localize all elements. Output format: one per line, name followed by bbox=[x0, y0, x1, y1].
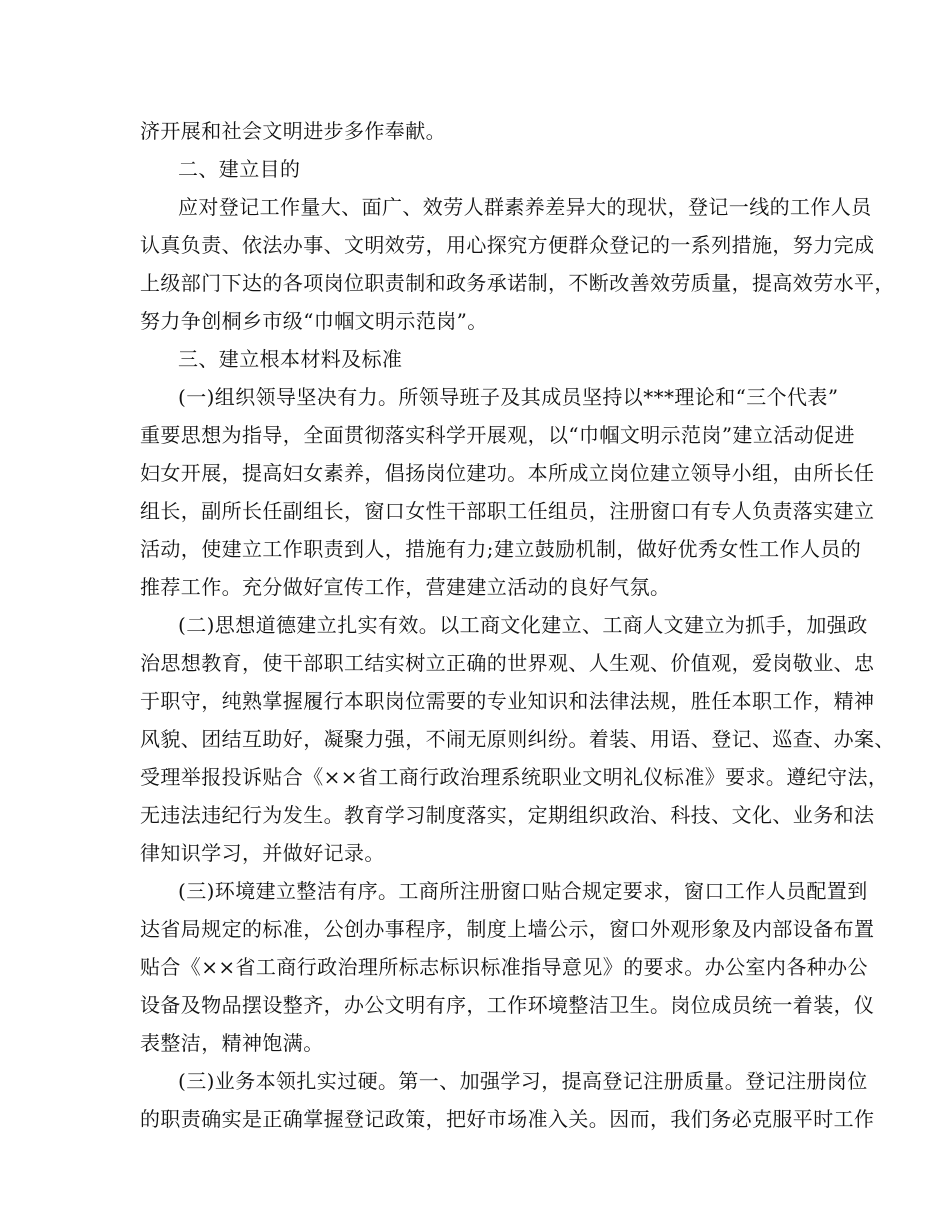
text-line: (三)环境建立整洁有序。工商所注册窗口贴合规定要求，窗口工作人员配置到 bbox=[178, 879, 868, 903]
text-line: 达省局规定的标准，公创办事程序，制度上墙公示，窗口外观形象及内部设备布置 bbox=[140, 917, 875, 941]
text-line: 应对登记工作量大、面广、效劳人群素养差异大的现状，登记一线的工作人员 bbox=[178, 195, 872, 219]
section-heading: 三、建立根本材料及标准 bbox=[178, 347, 403, 371]
text-line: 表整洁，精神饱满。 bbox=[140, 1031, 324, 1055]
text-line: (二)思想道德建立扎实有效。以工商文化建立、工商人文建立为抓手，加强政 bbox=[178, 613, 868, 637]
text-line: 律知识学习，并做好记录。 bbox=[140, 841, 385, 865]
text-line: (一)组织领导坚决有力。所领导班子及其成员坚持以***理论和“三个代表” bbox=[178, 385, 839, 409]
text-line: 的职责确实是正确掌握登记政策，把好市场准入关。因而，我们务必克服平时工作 bbox=[140, 1107, 875, 1131]
text-line: 贴合《××省工商行政治理所标志标识标准指导意见》的要求。办公室内各种办公 bbox=[140, 955, 868, 979]
text-line: 治思想教育，使干部职工结实树立正确的世界观、人生观、价值观，爱岗敬业、忠 bbox=[140, 651, 875, 675]
text-line: 推荐工作。充分做好宣传工作，营建建立活动的良好气氛。 bbox=[140, 575, 671, 599]
text-line: 认真负责、依法办事、文明效劳，用心探究方便群众登记的一系列措施，努力完成 bbox=[140, 233, 875, 257]
text-line: 受理举报投诉贴合《××省工商行政治理系统职业文明礼仪标准》要求。遵纪守法， bbox=[140, 765, 889, 789]
text-line: 活动，使建立工作职责到人，措施有力;建立鼓励机制，做好优秀女性工作人员的 bbox=[140, 537, 862, 561]
text-line: 风貌、团结互助好，凝聚力强，不闹无原则纠纷。着装、用语、登记、巡查、办案、 bbox=[140, 727, 895, 751]
text-line: 妇女开展，提高妇女素养，倡扬岗位建功。本所成立岗位建立领导小组，由所长任 bbox=[140, 461, 875, 485]
text-line: (三)业务本领扎实过硬。第一、加强学习，提高登记注册质量。登记注册岗位 bbox=[178, 1069, 868, 1093]
text-line: 设备及物品摆设整齐，办公文明有序，工作环境整洁卫生。岗位成员统一着装，仪 bbox=[140, 993, 875, 1017]
text-line: 努力争创桐乡市级“巾帼文明示范岗”。 bbox=[140, 309, 488, 333]
text-line: 重要思想为指导，全面贯彻落实科学开展观，以“巾帼文明示范岗”建立活动促进 bbox=[140, 423, 855, 447]
text-line: 无违法违纪行为发生。教育学习制度落实，定期组织政治、科技、文化、业务和法 bbox=[140, 803, 875, 827]
text-line: 组长，副所长任副组长，窗口女性干部职工任组员，注册窗口有专人负责落实建立 bbox=[140, 499, 875, 523]
section-heading: 二、建立目的 bbox=[178, 157, 301, 181]
text-line: 于职守，纯熟掌握履行本职岗位需要的专业知识和法律法规，胜任本职工作，精神 bbox=[140, 689, 875, 713]
text-line: 济开展和社会文明进步多作奉献。 bbox=[140, 119, 446, 143]
text-line: 上级部门下达的各项岗位职责制和政务承诺制，不断改善效劳质量，提高效劳水平， bbox=[140, 271, 895, 295]
